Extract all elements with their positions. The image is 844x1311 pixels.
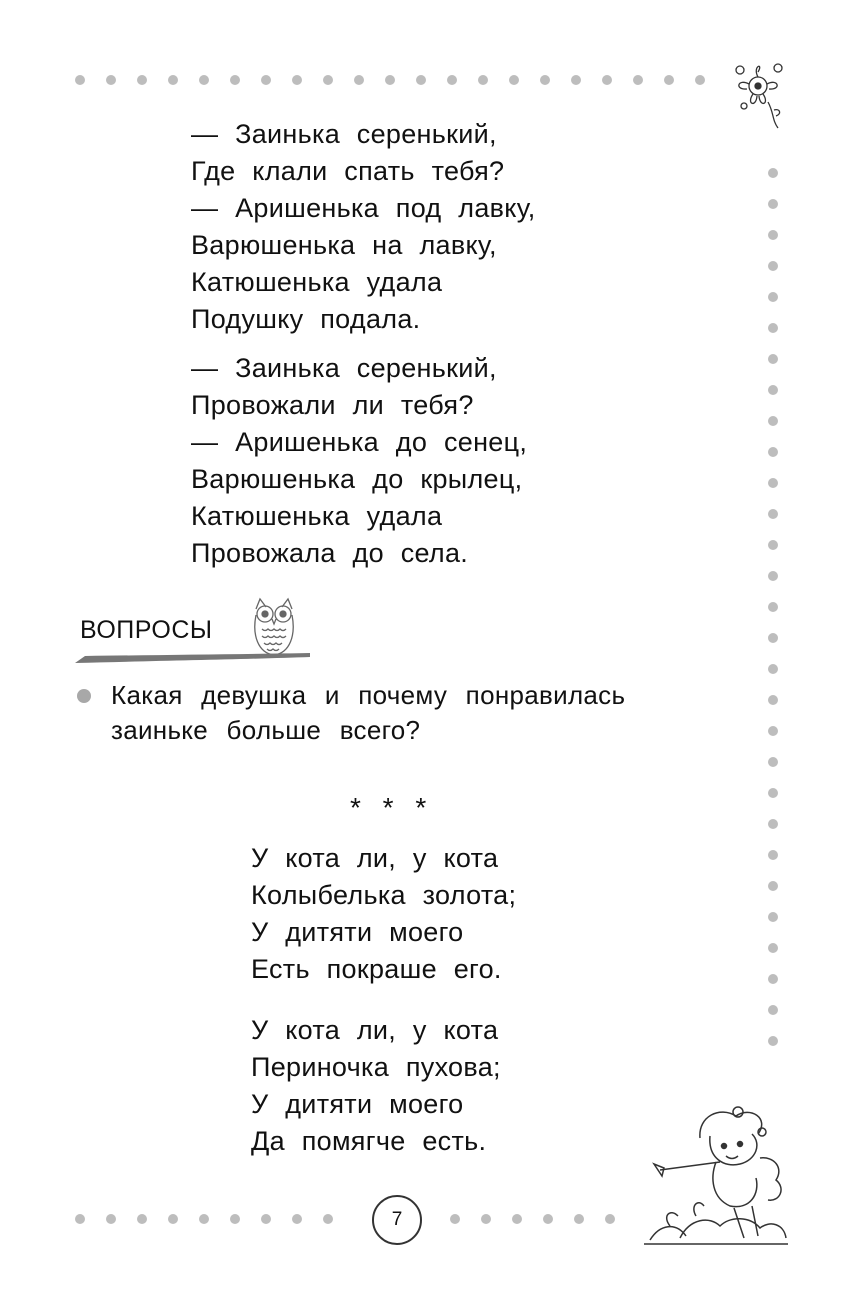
border-dot [478, 75, 488, 85]
border-dot [540, 75, 550, 85]
border-dot [292, 1214, 302, 1224]
border-dot [261, 1214, 271, 1224]
border-dot [602, 75, 612, 85]
border-dot [768, 478, 778, 488]
border-dot [509, 75, 519, 85]
border-dot [768, 323, 778, 333]
border-dot [768, 664, 778, 674]
heading-underline [75, 653, 310, 663]
border-dot [768, 292, 778, 302]
border-dot [199, 1214, 209, 1224]
border-dot [768, 695, 778, 705]
border-dot [768, 850, 778, 860]
border-dot [768, 1036, 778, 1046]
owl-icon [250, 595, 298, 662]
border-dot [768, 230, 778, 240]
border-dot [543, 1214, 553, 1224]
border-dot [323, 1214, 333, 1224]
border-dot [481, 1214, 491, 1224]
jester-musician-icon [640, 1098, 790, 1248]
border-dot [571, 75, 581, 85]
poem-line: Подушку подала. [191, 304, 421, 334]
border-dot [768, 199, 778, 209]
poem-line: У кота ли, у кота [251, 1015, 499, 1045]
border-dot [768, 385, 778, 395]
border-dot [106, 75, 116, 85]
poem-line: — Аришенька под лавку, [191, 193, 536, 223]
border-dot [447, 75, 457, 85]
poem2-stanza1 [251, 840, 516, 988]
poem-line: Провожала до села. [191, 538, 469, 568]
question-bullet [77, 689, 91, 703]
border-dot [385, 75, 395, 85]
border-dot [416, 75, 426, 85]
border-dot [512, 1214, 522, 1224]
border-dot [768, 633, 778, 643]
poem-line: — Аришенька до сенец, [191, 427, 528, 457]
border-dot [768, 726, 778, 736]
poem1-stanza1 [191, 116, 536, 338]
border-dot [292, 75, 302, 85]
border-dot [230, 1214, 240, 1224]
border-dot [768, 509, 778, 519]
border-dot [768, 261, 778, 271]
border-dot [768, 602, 778, 612]
border-dot [768, 757, 778, 767]
border-dot [768, 881, 778, 891]
border-dot [768, 447, 778, 457]
border-dot [768, 540, 778, 550]
border-dot [450, 1214, 460, 1224]
question-text: Какая девушка и почему понравилась заиньке больше всего? [111, 680, 626, 745]
poem-line: У дитяти моего [251, 917, 464, 947]
border-dot [230, 75, 240, 85]
poem2-stanza2 [251, 1012, 501, 1160]
border-dot [168, 75, 178, 85]
border-dot [75, 75, 85, 85]
page-number: 7 [372, 1195, 422, 1245]
border-dot [768, 354, 778, 364]
poem-line: Провожали ли тебя? [191, 390, 474, 420]
border-dot [695, 75, 705, 85]
poem-line: У дитяти моего [251, 1089, 464, 1119]
poem-line: Есть покраше его. [251, 954, 502, 984]
poem-line: У кота ли, у кота [251, 843, 499, 873]
border-dot [199, 75, 209, 85]
poem-line: Где клали спать тебя? [191, 156, 505, 186]
poem-line: — Заинька серенький, [191, 119, 497, 149]
questions-heading: ВОПРОСЫ [80, 616, 213, 644]
border-dot [768, 943, 778, 953]
border-dot [664, 75, 674, 85]
border-dot [354, 75, 364, 85]
poem-line: Периночка пухова; [251, 1052, 501, 1082]
border-dot [768, 1005, 778, 1015]
border-dot [768, 168, 778, 178]
border-dot [106, 1214, 116, 1224]
flower-ornament-icon [728, 58, 788, 133]
poem-line: Катюшенька удала [191, 501, 443, 531]
border-dot [168, 1214, 178, 1224]
border-dot [261, 75, 271, 85]
border-dot [323, 75, 333, 85]
poem-line: Варюшенька на лавку, [191, 230, 497, 260]
poem-line: — Заинька серенький, [191, 353, 497, 383]
poem-line: Да помягче есть. [251, 1126, 487, 1156]
border-dot [633, 75, 643, 85]
border-dot [768, 416, 778, 426]
border-dot [137, 75, 147, 85]
border-dot [75, 1214, 85, 1224]
poem-line: Варюшенька до крылец, [191, 464, 523, 494]
border-dot [768, 819, 778, 829]
poem-line: Колыбелька золота; [251, 880, 517, 910]
border-dot [605, 1214, 615, 1224]
poem-line: Катюшенька удала [191, 267, 443, 297]
section-separator: * * * [350, 792, 427, 823]
border-dot [574, 1214, 584, 1224]
border-dot [768, 571, 778, 581]
border-dot [768, 912, 778, 922]
border-dot [768, 974, 778, 984]
poem1-stanza2 [191, 350, 527, 572]
border-dot [768, 788, 778, 798]
border-dot [137, 1214, 147, 1224]
